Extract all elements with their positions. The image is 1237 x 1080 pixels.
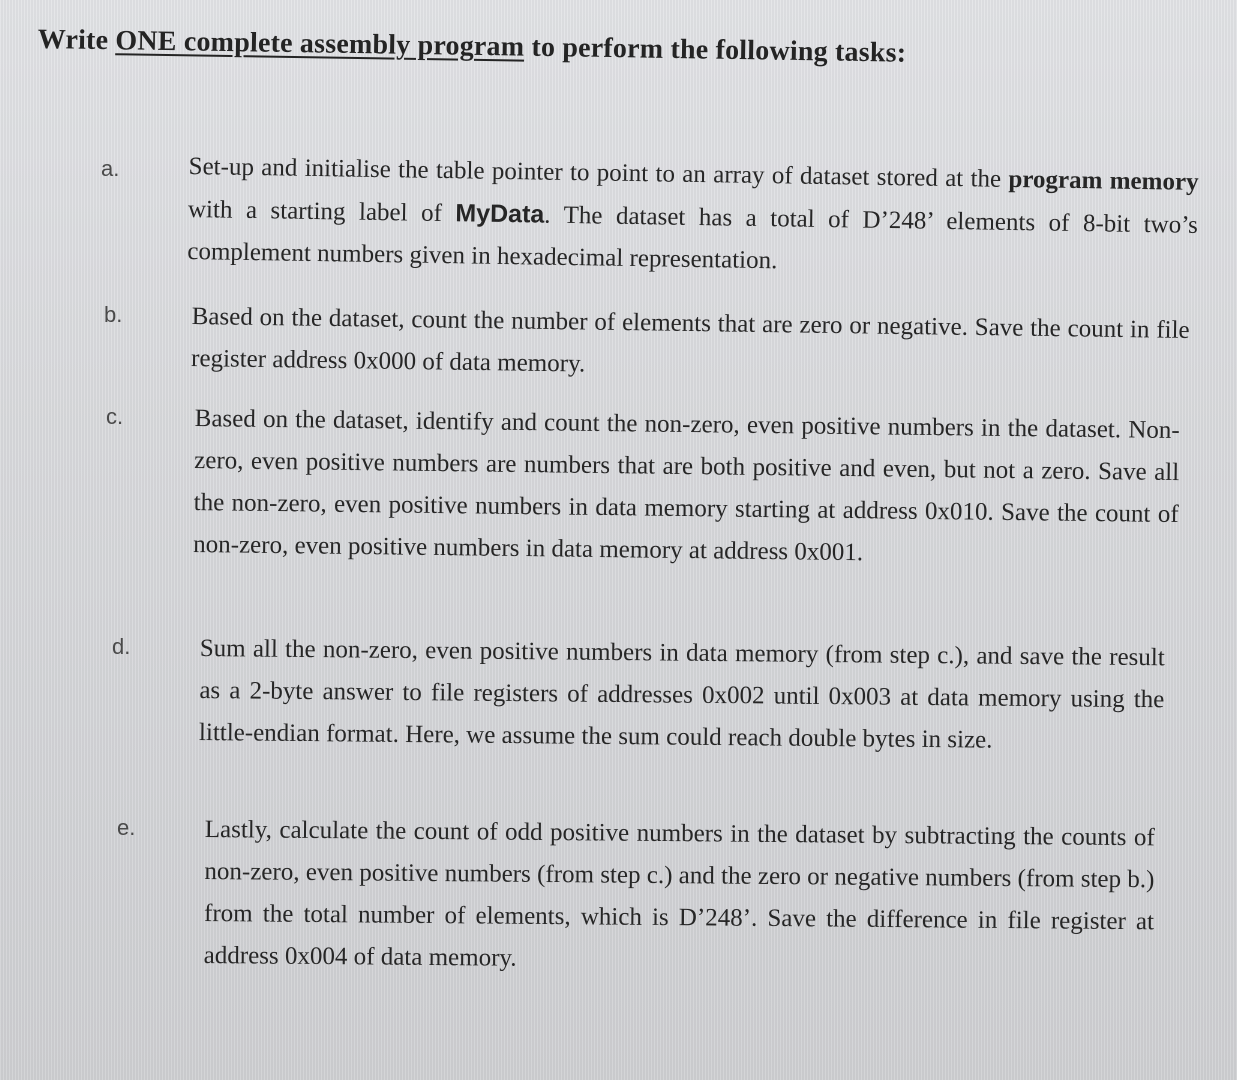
- heading-underlined: ONE complete assembly program: [115, 25, 525, 63]
- task-text-c: Based on the dataset, identify and count the non-zero, even positive numbers in the dataset. Non-zero, even positive numbers are numbers that are both positive and even, but not a zero. Save all the non-zero, even positive numbers in data memory starting at address 0x010. Save the count of non-zero, even positive numbers in data memory at address 0x001.: [193, 404, 1180, 567]
- heading-prefix: Write: [37, 24, 116, 57]
- task-a-text-2: with a starting label of: [187, 195, 456, 228]
- task-marker-d: d.: [112, 634, 131, 659]
- task-text-a: [187, 146, 1199, 289]
- task-marker-c: c.: [106, 404, 124, 429]
- task-a-text-3: . The dataset has a total of D’248’ elements of 8-bit two’s complement numbers given in hexadecimal representation.: [187, 201, 1199, 275]
- task-text-e: Lastly, calculate the count of odd positive numbers in the dataset by subtracting the counts of non-zero, even positive numbers (from step c.) and the zero or negative numbers (from step b.) from the total number of elements, which is D’248’. Save the difference in file register at address 0x004 of data memory.: [203, 815, 1155, 972]
- heading-suffix: to perform the following tasks:: [524, 31, 907, 69]
- task-text-d: Sum all the non-zero, even positive numbers in data memory (from step c.), and save the result as a 2-byte answer to file registers of addresses 0x002 until 0x003 at data memory using the little-endian format. Here, we assume the sum could reach double bytes in size.: [198, 634, 1165, 754]
- task-a-text-1: Set-up and initialise the table pointer to point to an array of dataset stored at the: [188, 152, 1009, 193]
- heading: [37, 24, 906, 70]
- task-marker-a: a.: [101, 156, 120, 181]
- task-marker-b: b.: [104, 302, 123, 327]
- task-text-b: Based on the dataset, count the number of elements that are zero or negative. Save the count in file register address 0x000 of data memory.: [190, 302, 1190, 378]
- task-a-bold-program-memory: program memory: [1008, 165, 1199, 196]
- task-marker-e: e.: [117, 815, 136, 840]
- task-a-bold-mydata: MyData: [455, 199, 545, 229]
